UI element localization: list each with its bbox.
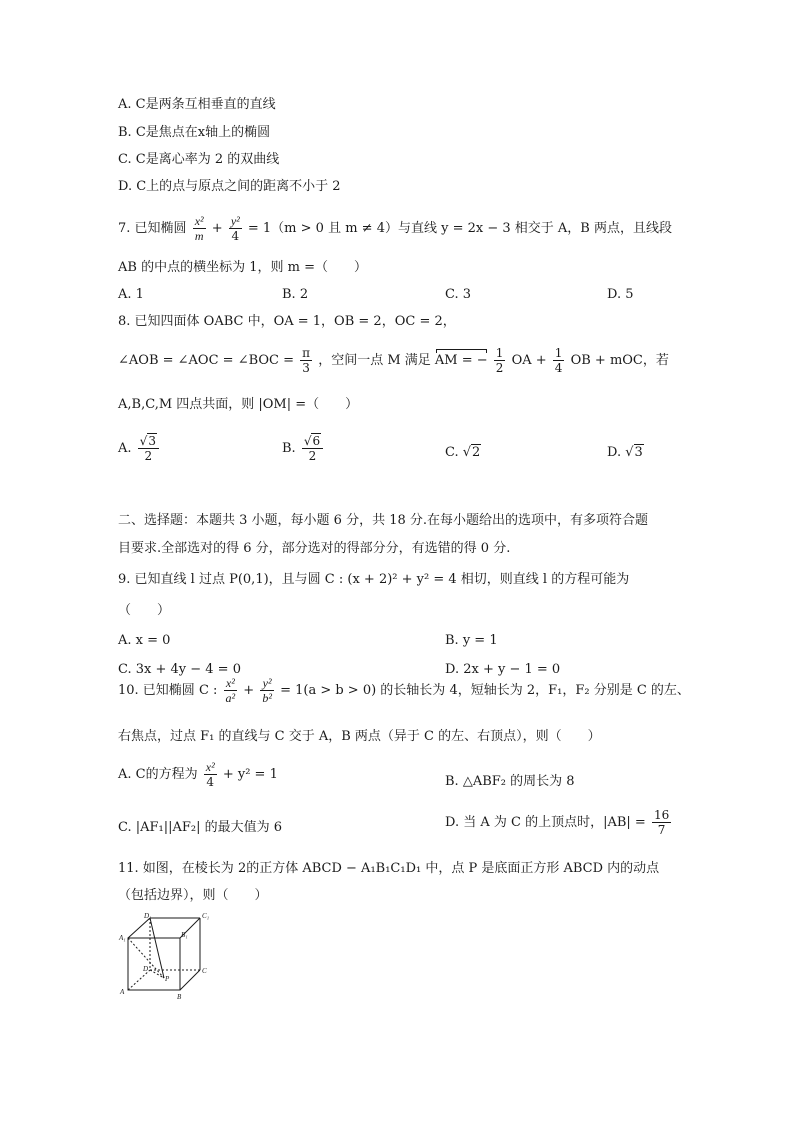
q10-line1: 10. 已知椭圆 C : $\frac{\text{x²}}{\text{a²}}$ + $\frac{\text{y²}}{\text{b²}}$ = 1(a > b > 0) 的长轴长为 4，短轴长为 2，F₁，F₂ 分别是 C 的左、	[118, 676, 690, 705]
q7-option-d: D. 5	[607, 287, 634, 302]
q10-option-c: C. |AF₁||AF₂| 的最大值为 6	[118, 820, 283, 835]
section2-line1: 二、选择题：本题共 3 小题，每小题 6 分，共 18 分.在每小题给出的选项中，有多项符合题	[118, 513, 649, 528]
q8-line1: 8. 已知四面体 OABC 中，OA = 1，OB = 2，OC = 2，	[118, 314, 456, 329]
edge-bc	[180, 970, 200, 990]
q9-line2: （ ）	[118, 603, 171, 618]
q8-option-d: D. √3	[607, 445, 643, 460]
label-d: D	[143, 965, 149, 973]
q9-option-a: A. x = 0	[118, 633, 171, 648]
label-d1: D₁	[144, 912, 152, 920]
edge-a1d1	[128, 918, 150, 938]
q7-line2: AB 的中点的横坐标为 1，则 m =（ ）	[118, 260, 367, 275]
q7-line1: 7. 已知椭圆 $\frac{\text{x²}}{m}$ + $\frac{\text{y²}}{4}$ = 1（m > 0 且 m ≠ 4）与直线 y = 2x − 3 相交于 A，B 两点，且线段	[118, 214, 672, 243]
q10-line2: 右焦点，过点 F₁ 的直线与 C 交于 A，B 两点（异于 C 的左、右顶点），则（ ）	[118, 729, 601, 744]
q7-option-b: B. 2	[282, 287, 309, 302]
q9-option-d: D. 2x + y − 1 = 0	[445, 662, 561, 677]
q7-frac-y: $\frac{\text{y²}}{4}$	[230, 214, 240, 243]
label-b: B	[177, 993, 182, 1001]
label-b1: B₁	[181, 931, 188, 939]
cube-figure	[118, 912, 218, 1004]
section2-line2: 目要求.全部选对的得 6 分，部分选对的得部分分，有选错的得 0 分.	[118, 541, 511, 556]
q7-option-c: C. 3	[445, 287, 472, 302]
q6-option-b: B. C是焦点在x轴上的椭圆	[118, 125, 271, 140]
q9-line1: 9. 已知直线 l 过点 P(0,1)，且与圆 C : (x + 2)² + y² = 4 相切，则直线 l 的方程可能为	[118, 572, 630, 587]
segment-d1p	[150, 918, 164, 978]
q10-option-b: B. △ABF₂ 的周长为 8	[445, 774, 575, 789]
label-a1: A₁	[119, 934, 126, 942]
q8-option-b: B. $\frac{√6}{2}$	[282, 434, 325, 463]
q10-option-d: D. 当 A 为 C 的上顶点时，|AB| = $\frac{16}{7}$	[445, 808, 670, 837]
q8-line3: A,B,C,M 四点共面，则 |OM| =（ ）	[118, 397, 359, 412]
q8-line2: ∠AOB = ∠AOC = ∠BOC = $\frac{\pi}{3}$ ，空间一点 M 满足 AM = − $\frac{1}{2}$ OA + $\frac{1}{4}$ OB + mOC，若	[118, 346, 669, 375]
q11-line2: （包括边界），则（ ）	[118, 888, 268, 903]
label-a: A	[120, 988, 125, 996]
q11-line1: 11. 如图，在棱长为 2的正方体 ABCD − A₁B₁C₁D₁ 中，点 P 是底面正方形 ABCD 内的动点	[118, 861, 660, 876]
q9-option-c: C. 3x + 4y − 4 = 0	[118, 662, 241, 677]
label-c: C	[202, 967, 207, 975]
label-c1: C₁	[202, 912, 210, 920]
q8-option-c: C. √2	[445, 445, 481, 460]
q8-option-a: A. $\frac{√3}{2}$	[118, 434, 161, 463]
q6-option-c: C. C是离心率为 2 的双曲线	[118, 152, 280, 167]
q6-option-a: A. C是两条互相垂直的直线	[118, 97, 276, 112]
front-face	[128, 938, 180, 990]
q6-option-d: D. C上的点与原点之间的距离不小于 2	[118, 179, 341, 194]
q10-option-a: A. C的方程为 $\frac{\text{x²}}{4}$ + y² = 1	[118, 760, 278, 789]
label-p: P	[165, 975, 170, 983]
edge-ad-hidden	[128, 970, 150, 990]
q9-option-b: B. y = 1	[445, 633, 498, 648]
q7-frac-x: $\frac{\text{x²}}{m}$	[194, 214, 204, 243]
q7-option-a: A. 1	[118, 287, 144, 302]
